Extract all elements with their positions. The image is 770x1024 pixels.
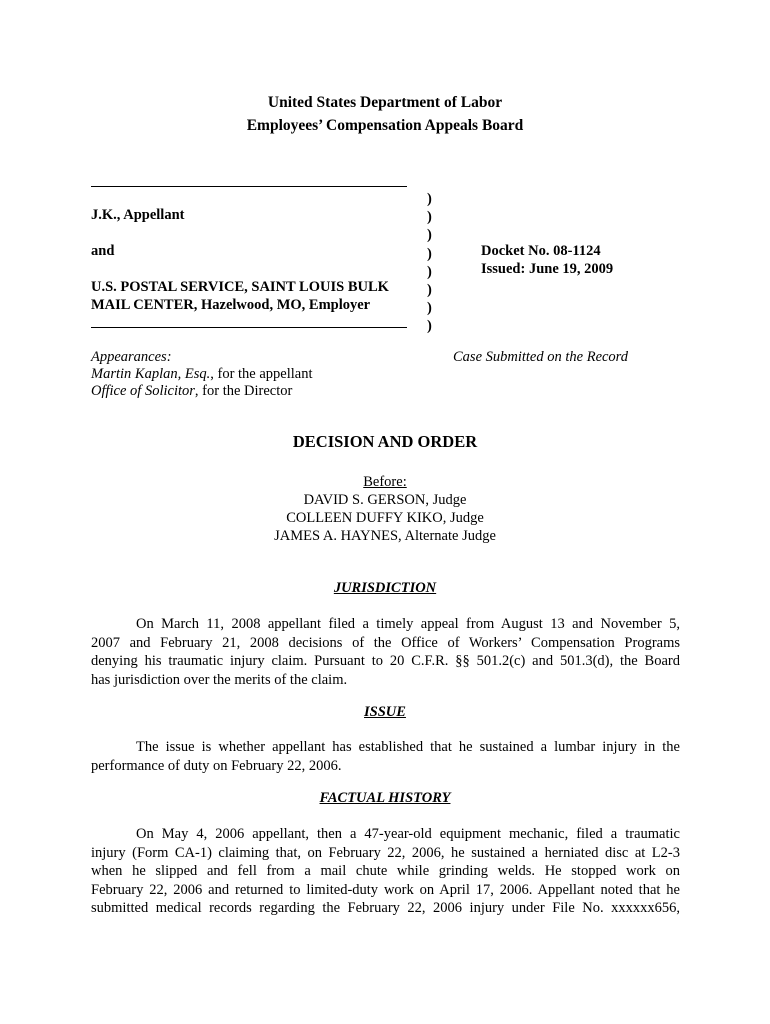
appellant-name: J.K., Appellant: [91, 207, 185, 223]
appellant-representative: Martin Kaplan, Esq., for the appellant: [91, 366, 313, 382]
caption-bottom-rule: [91, 327, 407, 328]
decision-title: DECISION AND ORDER: [292, 432, 478, 451]
caption-and: and: [91, 243, 115, 259]
caption-top-rule: [91, 186, 407, 187]
judge-1: DAVID S. GERSON, Judge: [303, 492, 467, 508]
before-label: Before:: [363, 474, 407, 490]
issue-paragraph: The issue is whether appellant has established that he sustained a lumbar injury in the performance of duty on February 22, 2006.: [91, 739, 680, 774]
factual-history-paragraph: On May 4, 2006 appellant, then a 47-year-old equipment mechanic, filed a traumatic injury (Form CA-1) claiming that, on February 22, 2006, he sustained a herniated disc at L2-3 when he slipped and fell from a mail chute while grinding welds. He stopped work on February 22, 2006 and returned to limited-duty work on April 17, 2006. Appellant noted that he submitted medical records regarding the February 22, 2006 injury under File No. xxxxxx656,: [91, 826, 680, 917]
submission-note: Case Submitted on the Record: [453, 349, 629, 365]
agency-name: United States Department of Labor: [267, 94, 503, 111]
appearances-label: Appearances:: [91, 349, 172, 365]
factual-history-heading: FACTUAL HISTORY: [319, 790, 451, 806]
jurisdiction-paragraph: On March 11, 2008 appellant filed a timely appeal from August 13 and November 5, 2007 and February 21, 2008 decisions of the Office of Workers’ Compensation Programs denying his traumatic injury claim. Pursuant to 20 C.F.R. §§ 501.2(c) and 501.3(d), the Board has jurisdiction over the merits of the claim.: [91, 616, 680, 688]
judge-3: JAMES A. HAYNES, Alternate Judge: [274, 528, 496, 544]
director-representative: Office of Solicitor, for the Director: [91, 383, 293, 399]
employer-line-2: MAIL CENTER, Hazelwood, MO, Employer: [91, 297, 371, 313]
issue-heading: ISSUE: [364, 704, 406, 720]
judge-2: COLLEEN DUFFY KIKO, Judge: [286, 510, 484, 526]
jurisdiction-heading: JURISDICTION: [333, 580, 437, 596]
caption-parentheses: ) ) ) ) ) ) ) ): [427, 191, 432, 335]
board-name: Employees’ Compensation Appeals Board: [246, 117, 524, 134]
docket-number: Docket No. 08-1124: [481, 243, 601, 259]
issued-date: Issued: June 19, 2009: [481, 261, 614, 277]
employer-line-1: U.S. POSTAL SERVICE, SAINT LOUIS BULK: [91, 279, 389, 295]
